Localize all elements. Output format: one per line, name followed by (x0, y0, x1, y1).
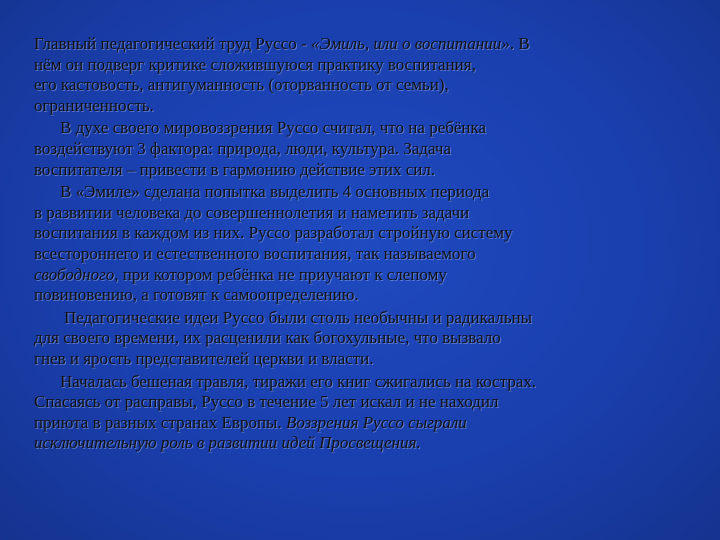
italic-conclusion: Воззрения Руссо сыграли (285, 412, 467, 432)
text-line: Началась бешеная травля, тиражи его книг сжигались на кострах. (60, 371, 537, 391)
text-line: В «Эмиле» сделана попытка выделить 4 основных периода (60, 182, 490, 202)
italic-term: свободного (34, 264, 115, 284)
text-line: для своего времени, их расценили как богохульные, что вызвало (34, 328, 501, 348)
paragraph-emile-critique (34, 34, 714, 116)
text-line: воздействуют 3 фактора: природа, люди, культура. Задача (34, 138, 452, 158)
text-span: . В (509, 34, 530, 53)
text-line: нём он подверг критике сложившуюся практику воспитания, (34, 54, 476, 74)
paragraph-four-periods (34, 182, 714, 306)
italic-conclusion: исключительную роль в развитии идей Просвещения. (34, 433, 421, 453)
text-line: Спасаясь от расправы, Руссо в течение 5 лет искал и не находил (34, 392, 499, 412)
text-span: , при котором ребёнка не приучают к слепому (114, 264, 447, 284)
text-line (34, 265, 714, 286)
text-line: повиновению, а готовят к самоопределению. (34, 285, 359, 305)
text-line: ограниченность. (34, 95, 154, 115)
text-span: Главный педагогический труд Руссо - (34, 34, 311, 53)
text-line: В духе своего мировоззрения Руссо считал, что на ребёнка (60, 118, 487, 138)
text-line: гнев и ярость представителей церкви и власти. (34, 348, 374, 368)
text-span: приюта в разных странах Европы. (34, 412, 286, 432)
text-line: всестороннего и естественного воспитания, так называемого (34, 243, 476, 263)
book-title: «Эмиль, или о воспитании» (310, 34, 510, 53)
paragraph-persecution (34, 372, 714, 454)
paragraph-three-factors (34, 118, 714, 180)
text-line: Педагогические идеи Руссо были столь необычны и радикальны (64, 307, 533, 327)
paragraph-radical-ideas (34, 308, 714, 370)
text-line: его кастовость, антигуманность (оторванность от семьи), (34, 75, 449, 95)
text-line: воспитания в каждом из них. Руссо разработал стройную систему (34, 223, 513, 243)
text-line: воспитателя – привести в гармонию действие этих сил. (34, 159, 436, 179)
text-line: в развитии человека до совершеннолетия и наметить задачи (34, 202, 470, 222)
text-line (34, 34, 714, 55)
slide-text-body (34, 34, 714, 454)
text-line (34, 413, 714, 434)
